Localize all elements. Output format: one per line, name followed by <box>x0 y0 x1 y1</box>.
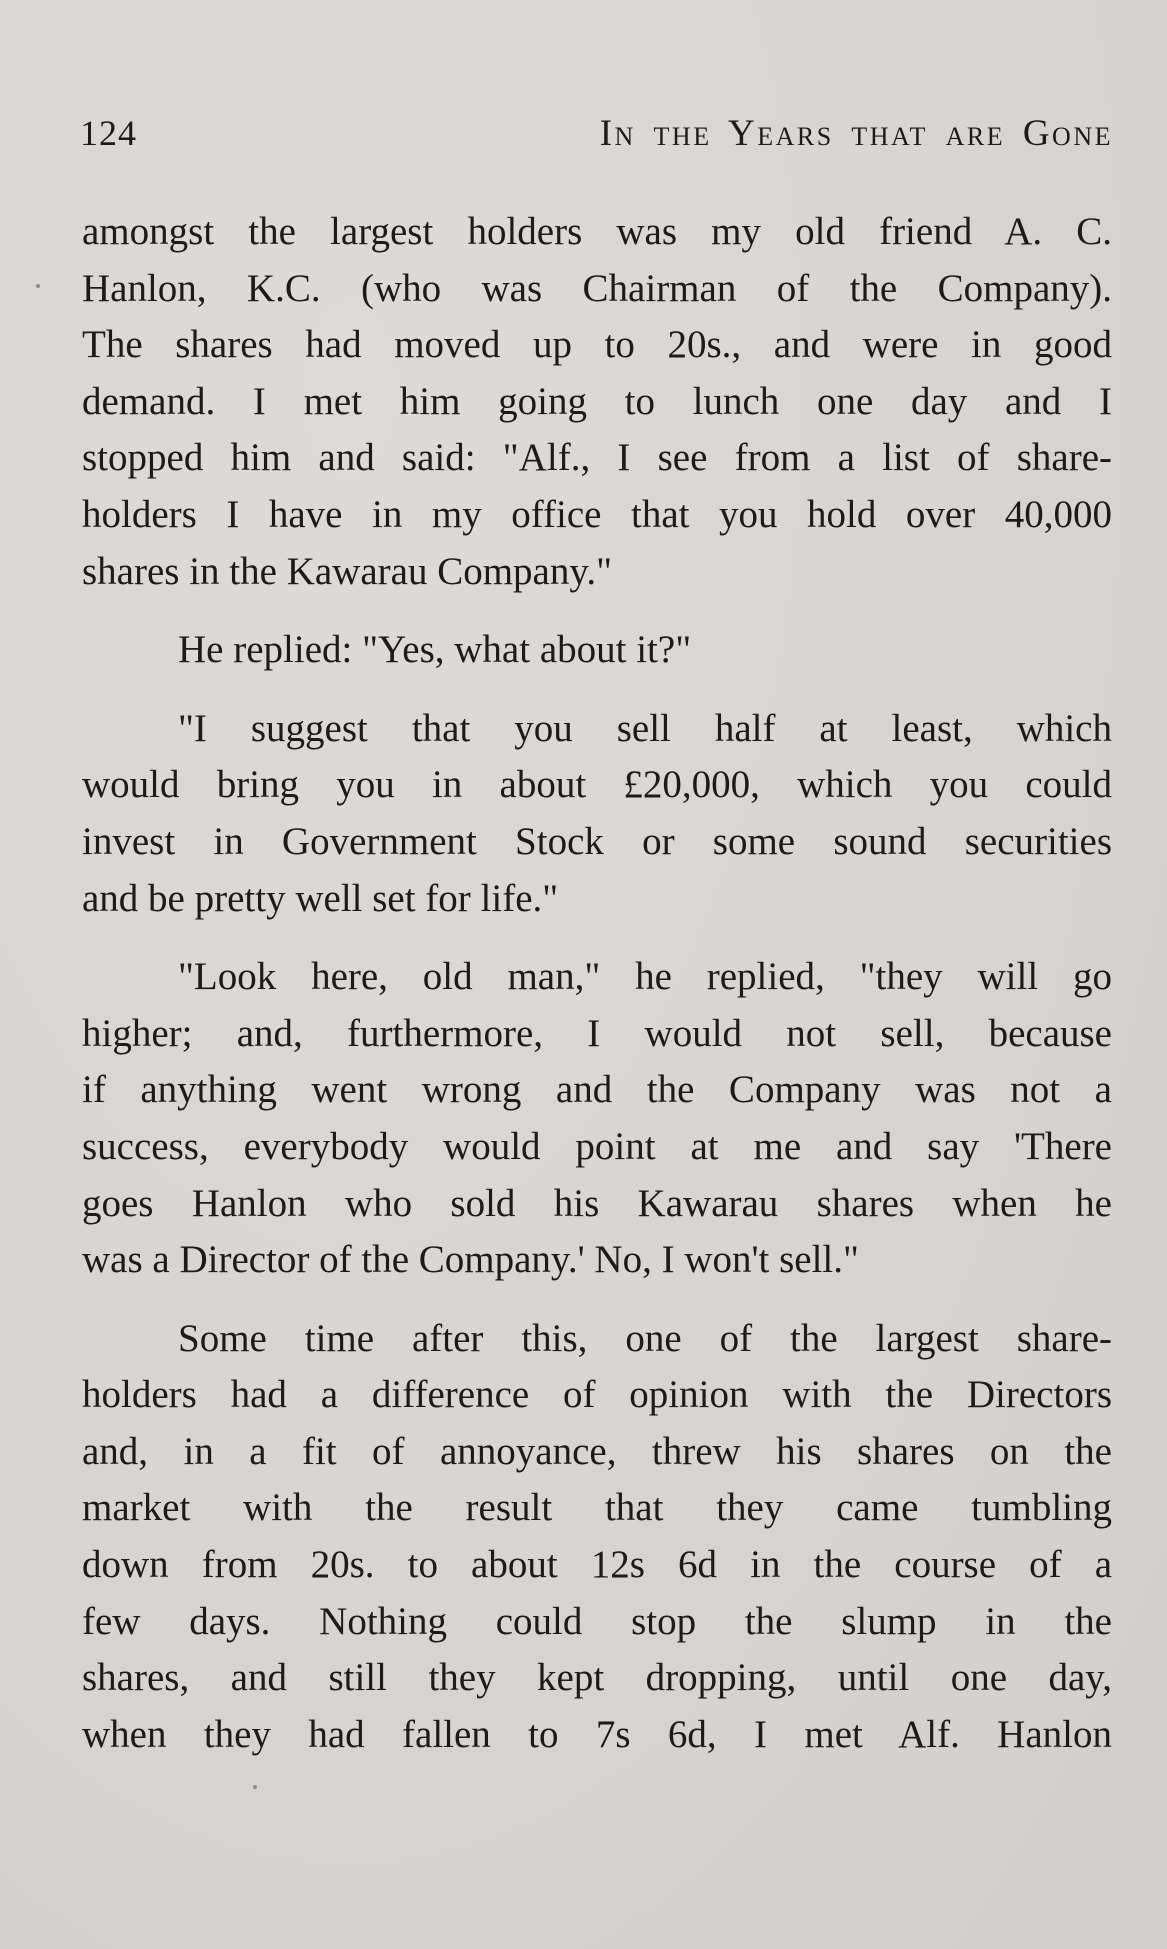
paragraph-gap <box>82 600 1112 622</box>
text-line: market with the result that they came tumbling <box>82 1486 1112 1530</box>
text-line: demand. I met him going to lunch one day and I <box>82 379 1112 423</box>
text-line: would bring you in about £20,000, which you could <box>82 763 1112 807</box>
text-line: invest in Government Stock or some sound securities <box>82 819 1112 863</box>
text-line: "Look here, old man," he replied, "they will go <box>178 955 1112 999</box>
text-line: amongst the largest holders was my old friend A. C. <box>82 210 1112 253</box>
text-line: down from 20s. to about 12s 6d in the course of a <box>82 1543 1112 1587</box>
running-head <box>80 112 1113 162</box>
text-line: holders had a difference of opinion with the Directors <box>82 1373 1112 1417</box>
text-line: Some time after this, one of the largest share- <box>178 1316 1112 1360</box>
text-line: holders I have in my office that you hold over 40,000 <box>82 492 1112 536</box>
running-title: In the Years that are Gone <box>599 113 1113 154</box>
paragraph <box>82 1311 1112 1764</box>
paper-speck <box>36 284 40 288</box>
body-text <box>82 204 1112 1763</box>
text-line: and, in a fit of annoyance, threw his shares on the <box>82 1429 1112 1473</box>
paragraph <box>82 622 1112 679</box>
text-line: "I suggest that you sell half at least, which <box>178 706 1112 750</box>
text-line: few days. Nothing could stop the slump in the <box>82 1599 1112 1643</box>
text-line: was a Director of the Company.' No, I won't sell." <box>82 1238 859 1282</box>
text-line: if anything went wrong and the Company was not a <box>82 1068 1112 1112</box>
text-line: and be pretty well set for life." <box>82 876 559 920</box>
paragraph <box>82 701 1112 927</box>
paper-speck <box>253 1785 257 1789</box>
paragraph <box>82 204 1112 600</box>
text-line: shares in the Kawarau Company." <box>82 549 612 593</box>
text-line: He replied: "Yes, what about it?" <box>178 628 692 672</box>
paragraph-gap <box>82 927 1112 949</box>
page-number: 124 <box>80 113 137 153</box>
text-line: when they had fallen to 7s 6d, I met Alf. Hanlon <box>82 1712 1112 1756</box>
text-line: shares, and still they kept dropping, until one day, <box>82 1656 1112 1700</box>
paragraph-gap <box>82 679 1112 701</box>
paragraph-gap <box>82 1289 1112 1311</box>
text-line: stopped him and said: "Alf., I see from a list of share- <box>82 436 1112 480</box>
paragraph <box>82 949 1112 1289</box>
text-line: Hanlon, K.C. (who was Chairman of the Company). <box>82 266 1112 310</box>
text-line: success, everybody would point at me and say 'There <box>82 1124 1112 1168</box>
text-line: goes Hanlon who sold his Kawarau shares when he <box>82 1181 1112 1225</box>
text-line: higher; and, furthermore, I would not sell, because <box>82 1011 1112 1055</box>
text-line: The shares had moved up to 20s., and were in good <box>82 323 1112 367</box>
